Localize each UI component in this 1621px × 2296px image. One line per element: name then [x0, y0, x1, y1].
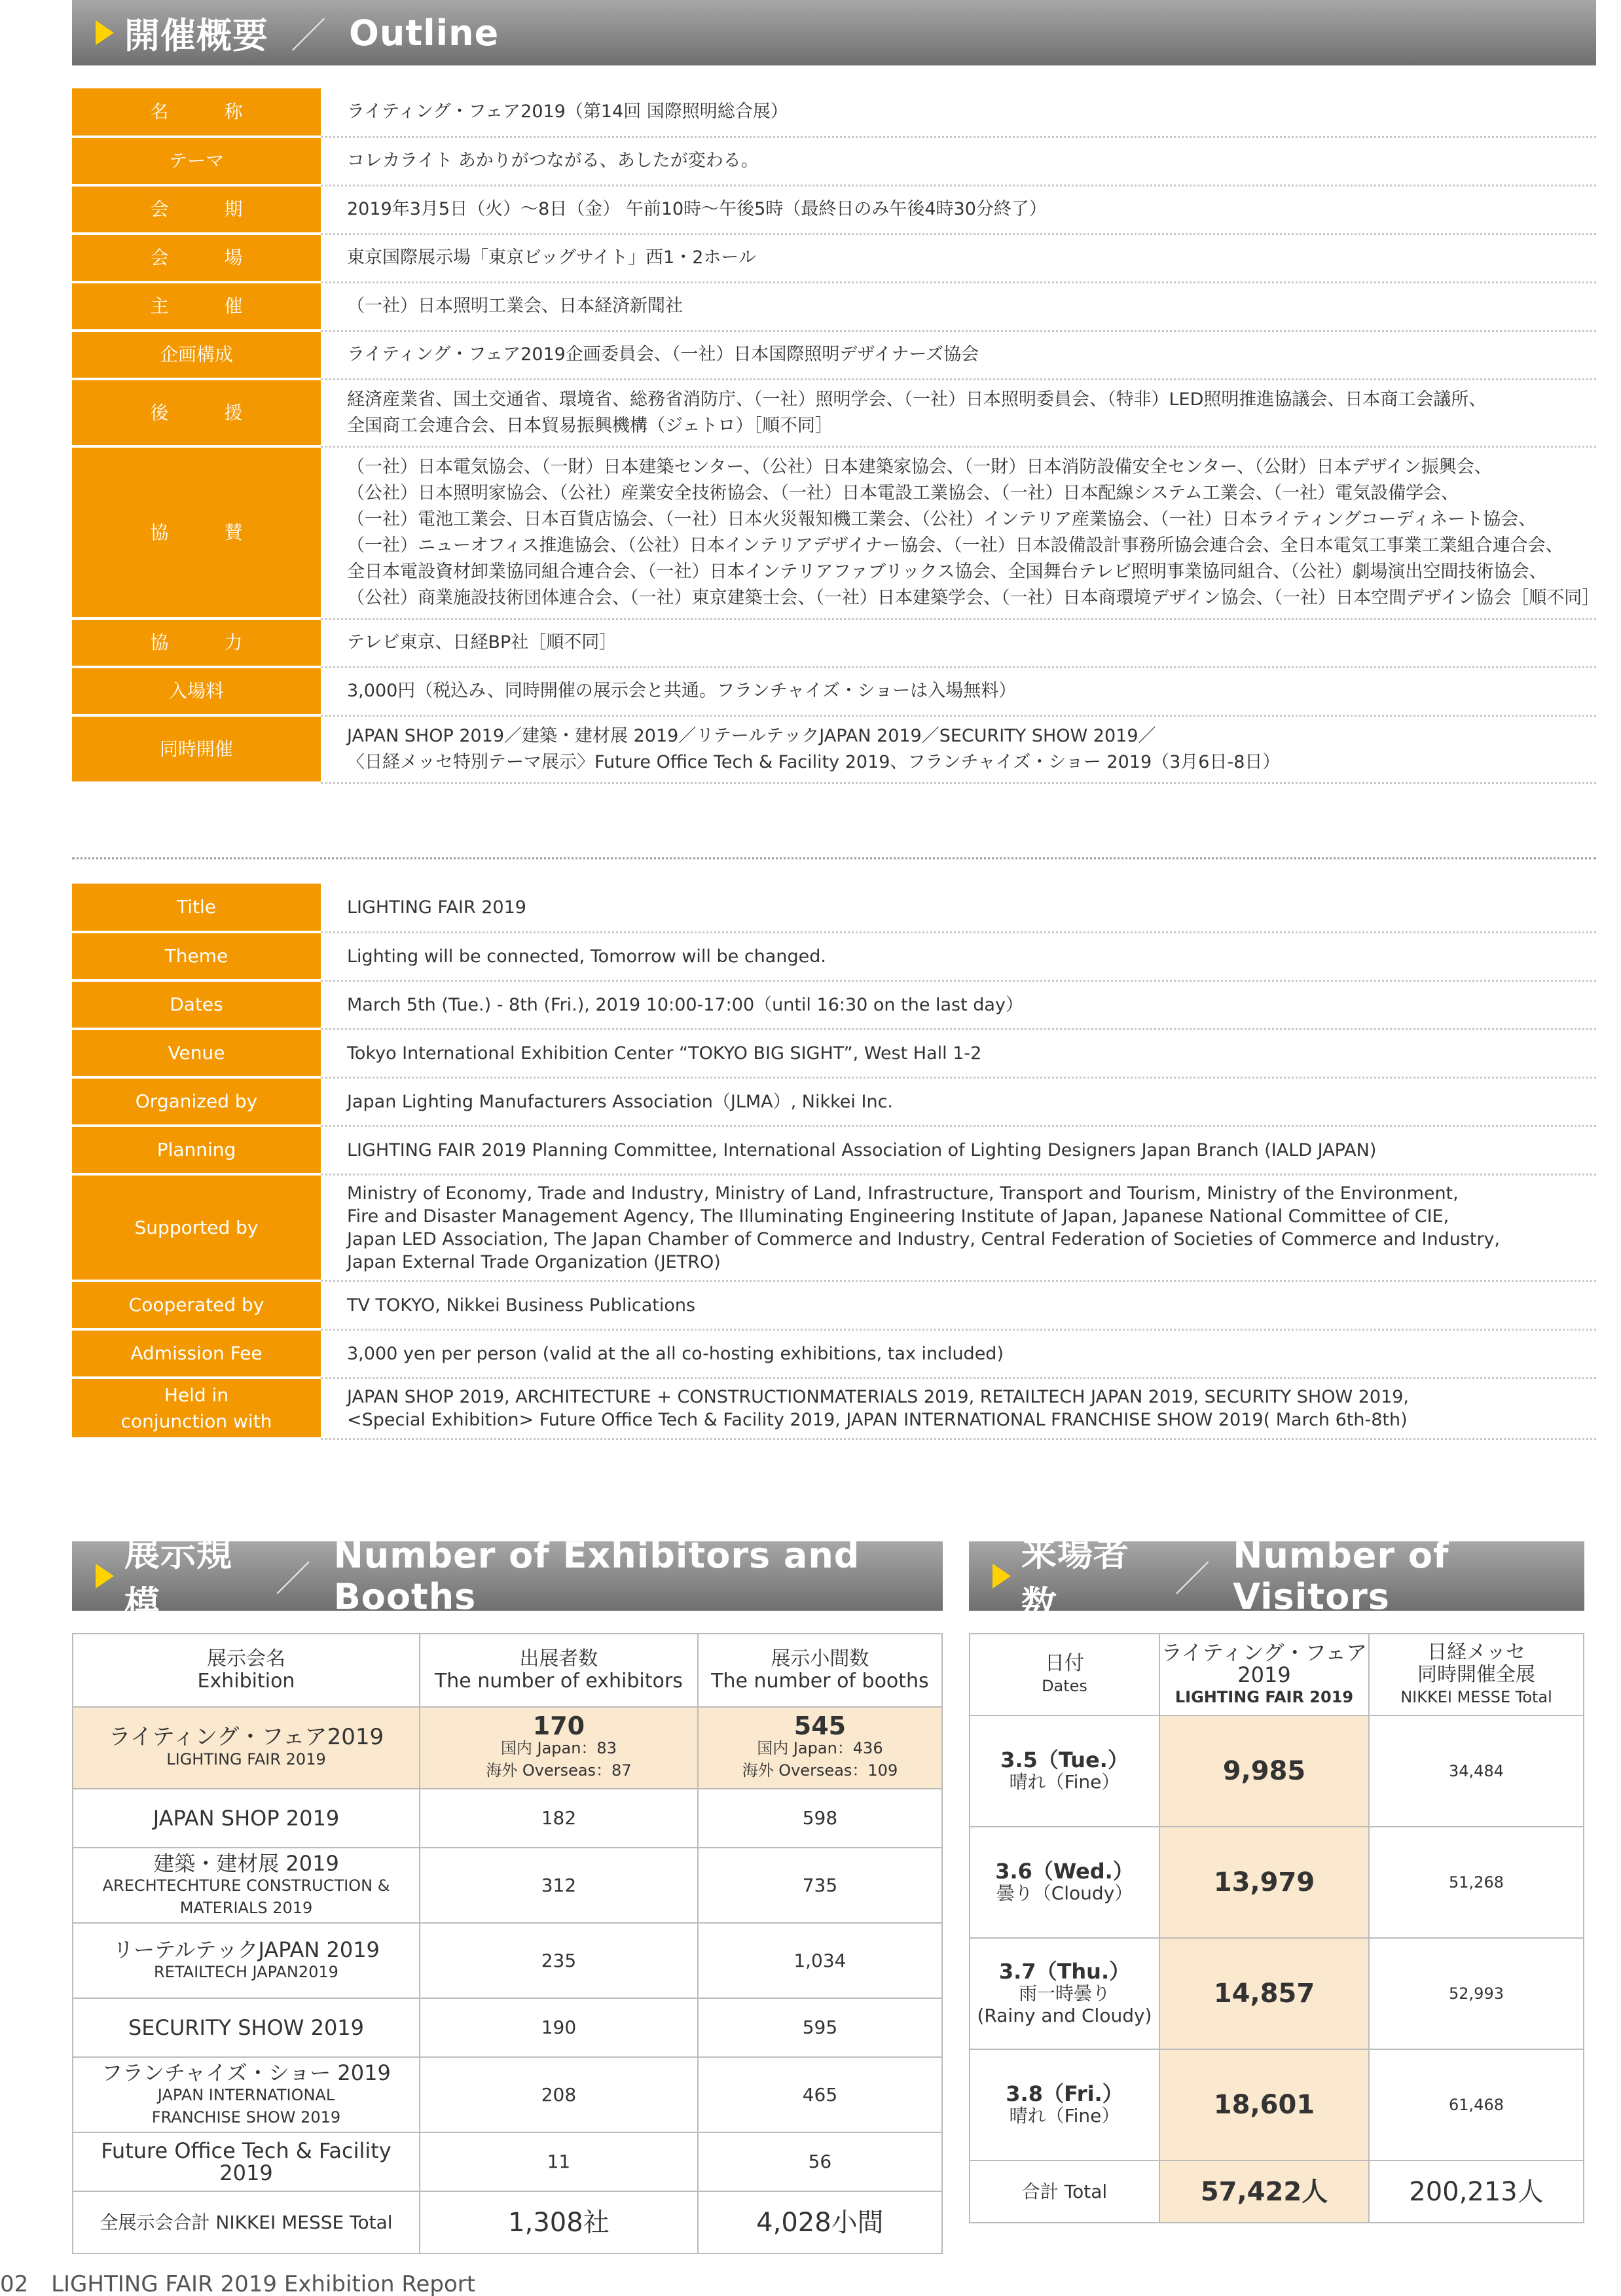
- total-row: [970, 2161, 1584, 2223]
- exhibitors-count: 235: [420, 1923, 698, 1998]
- label-line: conjunction with: [120, 1410, 272, 1432]
- label-line: Title: [176, 896, 216, 918]
- booths-count: 465: [698, 2057, 942, 2132]
- booths-count: 598: [698, 1789, 942, 1848]
- outline-header: [72, 0, 1596, 65]
- value-line: 3,000 yen per person (valid at the all co-hosting exhibitions, tax included): [347, 1343, 1004, 1364]
- value-line: 海外 Overseas：87: [486, 1761, 632, 1780]
- date-cell: [970, 1715, 1159, 1827]
- triangle-icon: [993, 1564, 1011, 1588]
- info-row: [72, 234, 1596, 282]
- divider: [72, 857, 1596, 859]
- table-row: [73, 2132, 942, 2191]
- header-cell: [698, 1634, 942, 1707]
- outline-en-table: [72, 884, 1596, 1440]
- header-cell: [1369, 1634, 1584, 1715]
- value-line: Fire and Disaster Management Agency, The Illuminating Engineering Institute of Japan, Japanese National Committee of CIE,: [347, 1206, 1449, 1227]
- row-label: [72, 1329, 321, 1378]
- row-value: [321, 884, 1596, 932]
- info-row: [72, 980, 1596, 1029]
- exhibition-name: [73, 1707, 420, 1789]
- row-value: [321, 1126, 1596, 1174]
- name-line: ARECHTECHTURE CONSTRUCTION &: [102, 1876, 390, 1895]
- info-row: [72, 932, 1596, 980]
- value-line: 2019年3月5日（火）～8日（金） 午前10時～午後5時（最終日のみ午後4時30分終了）: [347, 199, 1047, 219]
- name-line: SECURITY SHOW 2019: [128, 2015, 365, 2040]
- messe-visitors: 34,484: [1369, 1715, 1584, 1827]
- row-value: [321, 331, 1596, 379]
- report-title: LIGHTING FAIR 2019 Exhibition Report: [51, 2271, 476, 2296]
- value-line: Japan LED Association, The Japan Chamber of Commerce and Industry, Central Federation of Societies of Commerce and Industry,: [347, 1229, 1501, 1249]
- info-row: [72, 379, 1596, 446]
- row-label: [72, 1077, 321, 1126]
- value-line: テレビ東京、日経BP社［順不同］: [347, 632, 617, 653]
- info-row: [72, 137, 1596, 185]
- header-line: 日経メッセ: [1427, 1640, 1525, 1664]
- exhibitors-table: [72, 1633, 943, 2254]
- total-row: [73, 2191, 942, 2253]
- name-line: 建築・建材展 2019: [153, 1850, 339, 1876]
- visitors-title-ja: 来場者数: [1021, 1533, 1129, 1624]
- value-line: 海外 Overseas：109: [742, 1761, 898, 1780]
- row-label: 会 期: [72, 185, 321, 234]
- table-row: [73, 1789, 942, 1848]
- label-line: Supported by: [134, 1216, 259, 1238]
- row-value: [321, 234, 1596, 282]
- value-line: JAPAN SHOP 2019／建築・建材展 2019／リテールテックJAPAN 2019／SECURITY SHOW 2019／: [347, 725, 1156, 746]
- date-line: 晴れ（Fine）: [1009, 2105, 1120, 2126]
- row-value: [321, 1029, 1596, 1077]
- row-label: [72, 1174, 321, 1281]
- header-line: 日付: [1045, 1651, 1084, 1675]
- row-value: [321, 446, 1600, 619]
- value-line: Japan Lighting Manufacturers Association（JLMA）, Nikkei Inc.: [347, 1091, 894, 1112]
- total-lf: 57,422人: [1159, 2161, 1369, 2223]
- date-cell: [970, 1938, 1159, 2049]
- lf-visitors: 18,601: [1159, 2049, 1369, 2161]
- row-label: 会 場: [72, 234, 321, 282]
- info-row: [72, 1077, 1596, 1126]
- info-row: [72, 1174, 1596, 1281]
- exhibitors-count: 11: [420, 2132, 698, 2191]
- label-line: Planning: [156, 1139, 236, 1160]
- header-line: The number of booths: [711, 1670, 929, 1693]
- exhibition-name: [73, 1789, 420, 1848]
- exhibition-name: [73, 1998, 420, 2057]
- info-row: [72, 1029, 1596, 1077]
- row-value: [321, 667, 1596, 715]
- row-value: [321, 282, 1596, 331]
- exhibition-name: [73, 2057, 420, 2132]
- booths-count: 56: [698, 2132, 942, 2191]
- name-line: Future Office Tech & Facility 2019: [101, 2138, 392, 2185]
- header-line: NIKKEI MESSE Total: [1400, 1687, 1552, 1706]
- messe-visitors: 52,993: [1369, 1938, 1584, 2049]
- info-row: [72, 715, 1596, 783]
- header-row: [970, 1634, 1584, 1715]
- name-line: LIGHTING FAIR 2019: [166, 1749, 326, 1768]
- visitor-row: [970, 1827, 1584, 1938]
- name-line: フランチャイズ・ショー 2019: [101, 2060, 391, 2085]
- row-label: [72, 1281, 321, 1329]
- value-line: JAPAN SHOP 2019, ARCHITECTURE + CONSTRUCTIONMATERIALS 2019, RETAILTECH JAPAN 2019, SECURITY SHOW 2019,: [347, 1386, 1410, 1407]
- info-row: [72, 884, 1596, 932]
- value-line: （一社）日本照明工業会、日本経済新聞社: [347, 296, 683, 316]
- value-line: Ministry of Economy, Trade and Industry, Ministry of Land, Infrastructure, Transport and Tourism, Ministry of the Environment,: [347, 1183, 1459, 1204]
- row-label: 名 称: [72, 88, 321, 137]
- value-line: 〈日経メッセ特別テーマ展示〉Future Office Tech & Facility 2019、フランチャイズ・ショー 2019（3月6日-8日）: [347, 751, 1281, 772]
- header-line: 展示会名: [207, 1647, 285, 1670]
- exhibitors-header: [72, 1533, 943, 1624]
- info-row: [72, 619, 1596, 667]
- exhibitors-count: 312: [420, 1848, 698, 1923]
- info-row: [72, 1126, 1596, 1174]
- date-line: 雨一時曇り: [1018, 1982, 1110, 2004]
- value-line: LIGHTING FAIR 2019 Planning Committee, International Association of Lighting Designers Japan Branch (IALD JAPAN): [347, 1139, 1377, 1160]
- row-value: [321, 137, 1596, 185]
- value-line: Japan External Trade Organization (JETRO): [347, 1251, 721, 1272]
- row-value: [321, 88, 1596, 137]
- total-exhibitors: 1,308社: [420, 2191, 698, 2253]
- name-line: MATERIALS 2019: [179, 1898, 313, 1917]
- value-line: ライティング・フェア2019企画委員会、（一社）日本国際照明デザイナーズ協会: [347, 344, 979, 365]
- row-label: テーマ: [72, 137, 321, 185]
- label-line: Dates: [170, 994, 223, 1015]
- header-cell: [970, 1634, 1159, 1715]
- outline-title-ja: 開催概要: [124, 14, 268, 56]
- visitors-title-en: Number of Visitors: [1233, 1535, 1449, 1617]
- booths-count: 1,034: [698, 1923, 942, 1998]
- visitor-row: [970, 1715, 1584, 1827]
- value-line: コレカライト あかりがつながる、あしたが変わる。: [347, 151, 759, 171]
- date-line: 3.7（Thu.）: [998, 1959, 1131, 1984]
- row-label: [72, 1029, 321, 1077]
- value-line: Lighting will be connected, Tomorrow will be changed.: [347, 946, 826, 967]
- exhibitors-title-en: Number of Exhibitors and Booths: [333, 1535, 860, 1617]
- title-sep: ／: [1175, 1558, 1211, 1600]
- value-line: Tokyo International Exhibition Center “TOKYO BIG SIGHT”, West Hall 1-2: [347, 1043, 982, 1064]
- value-cell: [698, 1707, 942, 1789]
- date-line: (Rainy and Cloudy): [977, 2005, 1152, 2026]
- date-cell: [970, 1827, 1159, 1938]
- row-label: 協 力: [72, 619, 321, 667]
- row-label: 同時開催: [72, 715, 321, 783]
- name-line: RETAILTECH JAPAN2019: [154, 1962, 338, 1981]
- label-line: Venue: [168, 1042, 225, 1064]
- header-line: The number of exhibitors: [434, 1670, 683, 1693]
- lf-visitors: 9,985: [1159, 1715, 1369, 1827]
- header-line: ライティング・フェア 2019: [1161, 1640, 1368, 1687]
- row-label: 後 援: [72, 379, 321, 446]
- name-line: FRANCHISE SHOW 2019: [151, 2108, 341, 2126]
- row-value: [321, 619, 1596, 667]
- date-line: 晴れ（Fine）: [1009, 1771, 1120, 1793]
- exhibition-name: [73, 1848, 420, 1923]
- visitors-header: [969, 1533, 1584, 1624]
- lf-visitors: 14,857: [1159, 1938, 1369, 2049]
- label-line: Admission Fee: [130, 1342, 263, 1364]
- exhibitors-count: 190: [420, 1998, 698, 2057]
- row-label: 主 催: [72, 282, 321, 331]
- date-line: 3.6（Wed.）: [995, 1859, 1134, 1884]
- label-line: Organized by: [135, 1090, 258, 1112]
- label-line: Theme: [164, 945, 228, 967]
- info-row: [72, 667, 1596, 715]
- value-line: 国内 Japan：436: [757, 1738, 883, 1757]
- value-line: （公社）日本照明家協会、（公社）産業安全技術協会、（一社）日本電設工業協会、（一社）日本配線システム工業会、（一社）電気設備学会、: [347, 482, 1459, 503]
- row-label: 協 賛: [72, 446, 321, 619]
- header-line: LIGHTING FAIR 2019: [1175, 1687, 1354, 1706]
- triangle-icon: [96, 20, 114, 45]
- total-booths: 4,028小間: [698, 2191, 942, 2253]
- messe-visitors: 61,468: [1369, 2049, 1584, 2161]
- row-label: 企画構成: [72, 331, 321, 379]
- total-label: 合計 Total: [970, 2161, 1159, 2223]
- header-line: Exhibition: [197, 1670, 295, 1693]
- row-value: [321, 1378, 1596, 1439]
- info-row: [72, 282, 1596, 331]
- messe-visitors: 51,268: [1369, 1827, 1584, 1938]
- lf-visitors: 13,979: [1159, 1827, 1369, 1938]
- table-row: [73, 2057, 942, 2132]
- value-line: （公社）商業施設技術団体連合会、（一社）東京建築士会、（一社）日本建築学会、（一社）日本商環境デザイン協会、（一社）日本空間デザイン協会［順不同］: [347, 587, 1600, 608]
- row-label: [72, 1126, 321, 1174]
- value-line: LIGHTING FAIR 2019: [347, 897, 526, 918]
- header-line: 展示小間数: [771, 1647, 869, 1670]
- value-line: <Special Exhibition> Future Office Tech & Facility 2019, JAPAN INTERNATIONAL FRANCHISE SHOW 2019( March 6th-8th): [347, 1409, 1408, 1430]
- value-cell: [420, 1707, 698, 1789]
- info-row: [72, 331, 1596, 379]
- header-line: Dates: [1042, 1676, 1087, 1695]
- exhibition-name: [73, 1923, 420, 1998]
- visitor-row: [970, 1938, 1584, 2049]
- outline-ja-table: [72, 88, 1600, 784]
- highlight-row: [73, 1707, 942, 1789]
- total-messe: 200,213人: [1369, 2161, 1584, 2223]
- header-line: 出展者数: [519, 1647, 598, 1670]
- row-value: [321, 1329, 1596, 1378]
- visitors-table: [969, 1633, 1584, 2223]
- exhibitors-count: 208: [420, 2057, 698, 2132]
- info-row: [72, 185, 1596, 234]
- booths-count: 595: [698, 1998, 942, 2057]
- header-cell: [1159, 1634, 1369, 1715]
- label-line: Cooperated by: [128, 1294, 264, 1316]
- value-line: TV TOKYO, Nikkei Business Publications: [347, 1295, 696, 1316]
- info-row: [72, 88, 1596, 137]
- exhibition-name: [73, 2132, 420, 2191]
- header-line: 同時開催全展: [1417, 1662, 1535, 1686]
- row-value: [321, 1174, 1596, 1281]
- value-line: （一社）電池工業会、日本百貨店協会、（一社）日本火災報知機工業会、（公社）インテリア産業協会、（一社）日本ライティングコーディネート協会、: [347, 509, 1537, 529]
- header-row: [73, 1634, 942, 1707]
- value-line: 国内 Japan：83: [500, 1738, 617, 1757]
- label-line: Held in: [164, 1384, 229, 1406]
- info-row: [72, 1281, 1596, 1329]
- exhibitors-count: 182: [420, 1789, 698, 1848]
- info-row: [72, 1329, 1596, 1378]
- value-line: 170: [532, 1711, 585, 1740]
- date-line: 3.5（Tue.）: [1000, 1748, 1129, 1772]
- row-value: [321, 932, 1596, 980]
- value-line: 東京国際展示場「東京ビッグサイト」西1・2ホール: [347, 247, 756, 268]
- booths-count: 735: [698, 1848, 942, 1923]
- outline-title-en: Outline: [349, 12, 500, 54]
- info-row: [72, 446, 1596, 619]
- value-line: 545: [793, 1711, 847, 1740]
- table-row: [73, 1848, 942, 1923]
- page-number: 02: [0, 2271, 29, 2296]
- date-line: 3.8（Fri.）: [1006, 2081, 1123, 2106]
- title-sep: ／: [275, 1558, 312, 1600]
- name-line: リーテルテックJAPAN 2019: [113, 1937, 380, 1962]
- row-label: [72, 1378, 321, 1439]
- value-line: 経済産業省、国土交通省、環境省、総務省消防庁、（一社）照明学会、（一社）日本照明委員会、（特非）LED照明推進協議会、日本商工会議所、: [347, 389, 1487, 410]
- row-label: [72, 884, 321, 932]
- info-row: [72, 1378, 1596, 1439]
- value-line: March 5th (Tue.) - 8th (Fri.), 2019 10:00-17:00（until 16:30 on the last day）: [347, 994, 1023, 1015]
- value-line: 全国商工会連合会、日本貿易振興機構（ジェトロ）［順不同］: [347, 415, 833, 436]
- row-label: 入場料: [72, 667, 321, 715]
- name-line: JAPAN INTERNATIONAL: [157, 2085, 335, 2104]
- row-label: [72, 932, 321, 980]
- name-line: ライティング・フェア2019: [108, 1723, 384, 1750]
- header-cell: [73, 1634, 420, 1707]
- row-label: [72, 980, 321, 1029]
- triangle-icon: [96, 1564, 114, 1588]
- row-value: [321, 1281, 1596, 1329]
- value-line: （一社）日本電気協会、（一財）日本建築センター、（公社）日本建築家協会、（一財）日本消防設備安全センター、（公財）日本デザイン振興会、: [347, 456, 1492, 477]
- date-line: 曇り（Cloudy）: [996, 1882, 1133, 1904]
- exhibitors-title-ja: 展示規模: [124, 1533, 232, 1624]
- value-line: （一社）ニューオフィス推進協会、（公社）日本インテリアデザイナー協会、（一社）日本設備設計事務所協会連合会、全日本電気工事業工業組合連合会、: [347, 535, 1563, 556]
- header-cell: [420, 1634, 698, 1707]
- value-line: 3,000円（税込み、同時開催の展示会と共通。フランチャイズ・ショーは入場無料）: [347, 681, 1017, 701]
- date-cell: [970, 2049, 1159, 2161]
- row-value: [321, 379, 1596, 446]
- name-line: JAPAN SHOP 2019: [153, 1806, 340, 1831]
- table-row: [73, 1923, 942, 1998]
- value-line: 全日本電設資材卸業協同組合連合会、（一社）日本インテリアファブリックス協会、全国舞台テレビ照明事業協同組合、（公社）劇場演出空間技術協会、: [347, 561, 1547, 582]
- title-sep: ／: [291, 14, 327, 56]
- row-value: [321, 715, 1596, 783]
- footer: [0, 2271, 475, 2296]
- value-line: ライティング・フェア2019（第14回 国際照明総合展）: [347, 101, 788, 122]
- total-label: 全展示会合計 NIKKEI MESSE Total: [73, 2191, 420, 2253]
- row-value: [321, 980, 1596, 1029]
- row-value: [321, 185, 1596, 234]
- table-row: [73, 1998, 942, 2057]
- row-value: [321, 1077, 1596, 1126]
- visitor-row: [970, 2049, 1584, 2161]
